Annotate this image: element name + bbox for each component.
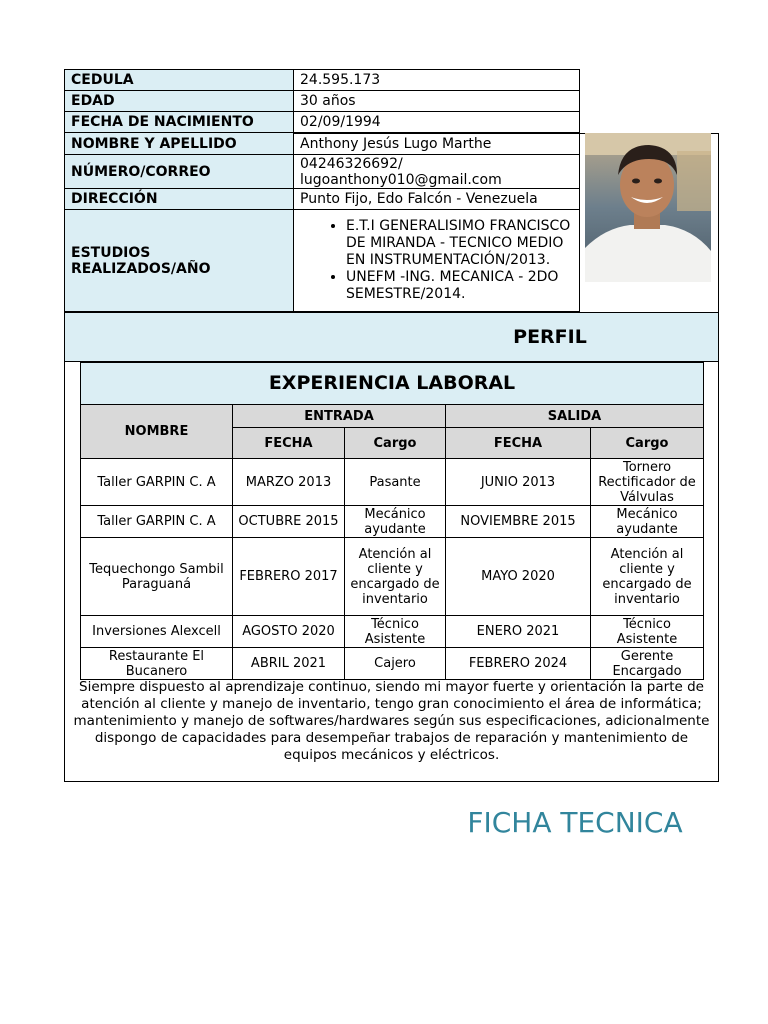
- info-label: NOMBRE Y APELLIDO: [65, 133, 294, 155]
- email-value: lugoanthony010@gmail.com: [300, 171, 502, 188]
- info-row: [65, 70, 580, 91]
- entry-role-cell: Mecánico ayudante: [345, 506, 446, 538]
- info-row: [65, 189, 580, 210]
- table-row: [81, 648, 704, 680]
- header-cargo-salida: Cargo: [591, 428, 704, 459]
- company-cell: Taller GARPIN C. A: [81, 459, 233, 506]
- profile-summary: Siempre dispuesto al aprendizaje continuo, siendo mi mayor fuerte y orientación la parte de atención al cliente y manejo de inventario, tengo gran conocimiento el área de informática; mantenimiento y manejo de softwares/hardwares según sus especificaciones, adicionalmente dispongo de capacidades para desempeñar trabajos de reparación y mantenimiento de equipos mecánicos y eléctricos.: [73, 679, 710, 763]
- company-cell: Taller GARPIN C. A: [81, 506, 233, 538]
- table-row: [81, 459, 704, 506]
- ficha-tecnica-title: FICHA TECNICA: [467, 806, 683, 839]
- info-row: [65, 210, 580, 312]
- entry-role-cell: Cajero: [345, 648, 446, 680]
- entry-role-cell: Pasante: [345, 459, 446, 506]
- exit-date-cell: NOVIEMBRE 2015: [446, 506, 591, 538]
- exit-role-cell: Tornero Rectificador de Válvulas: [591, 459, 704, 506]
- info-value: 02/09/1994: [294, 112, 580, 133]
- info-value: Anthony Jesús Lugo Marthe: [294, 133, 580, 155]
- perfil-title: PERFIL: [513, 326, 587, 348]
- header-nombre: NOMBRE: [81, 405, 233, 459]
- header-entrada: ENTRADA: [233, 405, 446, 428]
- exit-role-cell: Técnico Asistente: [591, 616, 704, 648]
- table-row: [81, 506, 704, 538]
- profile-photo: [585, 133, 711, 282]
- info-row: [65, 133, 580, 155]
- exit-date-cell: MAYO 2020: [446, 538, 591, 616]
- entry-date-cell: ABRIL 2021: [233, 648, 345, 680]
- company-cell: Inversiones Alexcell: [81, 616, 233, 648]
- experience-title-row: [81, 363, 704, 405]
- exit-date-cell: JUNIO 2013: [446, 459, 591, 506]
- company-cell: Tequechongo Sambil Paraguaná: [81, 538, 233, 616]
- header-cargo-entrada: Cargo: [345, 428, 446, 459]
- info-label: FECHA DE NACIMIENTO: [65, 112, 294, 133]
- entry-role-cell: Atención al cliente y encargado de inventario: [345, 538, 446, 616]
- phone-value: 04246326692/: [300, 155, 403, 172]
- experience-header-row: [81, 405, 704, 428]
- study-item: • E.T.I GENERALISIMO FRANCISCO DE MIRANDA - TECNICO MEDIO EN INSTRUMENTACIÓN/2013.: [346, 218, 573, 269]
- info-row: [65, 91, 580, 112]
- header-fecha-entrada: FECHA: [233, 428, 345, 459]
- info-label: DIRECCIÓN: [65, 189, 294, 210]
- header-fecha-salida: FECHA: [446, 428, 591, 459]
- info-label: NÚMERO/CORREO: [65, 155, 294, 189]
- exit-date-cell: FEBRERO 2024: [446, 648, 591, 680]
- exit-role-cell: Mecánico ayudante: [591, 506, 704, 538]
- studies-list-cell: [294, 210, 580, 312]
- entry-date-cell: OCTUBRE 2015: [233, 506, 345, 538]
- info-label: EDAD: [65, 91, 294, 112]
- info-label: CEDULA: [65, 70, 294, 91]
- entry-date-cell: AGOSTO 2020: [233, 616, 345, 648]
- company-cell: Restaurante El Bucanero: [81, 648, 233, 680]
- header-salida: SALIDA: [446, 405, 704, 428]
- info-value: 30 años: [294, 91, 580, 112]
- table-row: [81, 616, 704, 648]
- avatar-icon: [585, 133, 711, 282]
- info-label: ESTUDIOS REALIZADOS/AÑO: [65, 210, 294, 312]
- experience-table: [80, 362, 704, 680]
- exit-role-cell: Gerente Encargado: [591, 648, 704, 680]
- entry-date-cell: MARZO 2013: [233, 459, 345, 506]
- entry-role-cell: Técnico Asistente: [345, 616, 446, 648]
- experience-title: EXPERIENCIA LABORAL: [81, 363, 704, 405]
- exit-role-cell: Atención al cliente y encargado de inventario: [591, 538, 704, 616]
- study-item: • UNEFM -ING. MECANICA - 2DO SEMESTRE/2014.: [346, 269, 573, 303]
- personal-info-table: [64, 69, 580, 312]
- info-row: [65, 112, 580, 133]
- entry-date-cell: FEBRERO 2017: [233, 538, 345, 616]
- exit-date-cell: ENERO 2021: [446, 616, 591, 648]
- info-value: Punto Fijo, Edo Falcón - Venezuela: [294, 189, 580, 210]
- table-row: [81, 538, 704, 616]
- studies-list: [300, 218, 573, 303]
- info-value: [294, 155, 580, 189]
- info-value: 24.595.173: [294, 70, 580, 91]
- info-row: [65, 155, 580, 189]
